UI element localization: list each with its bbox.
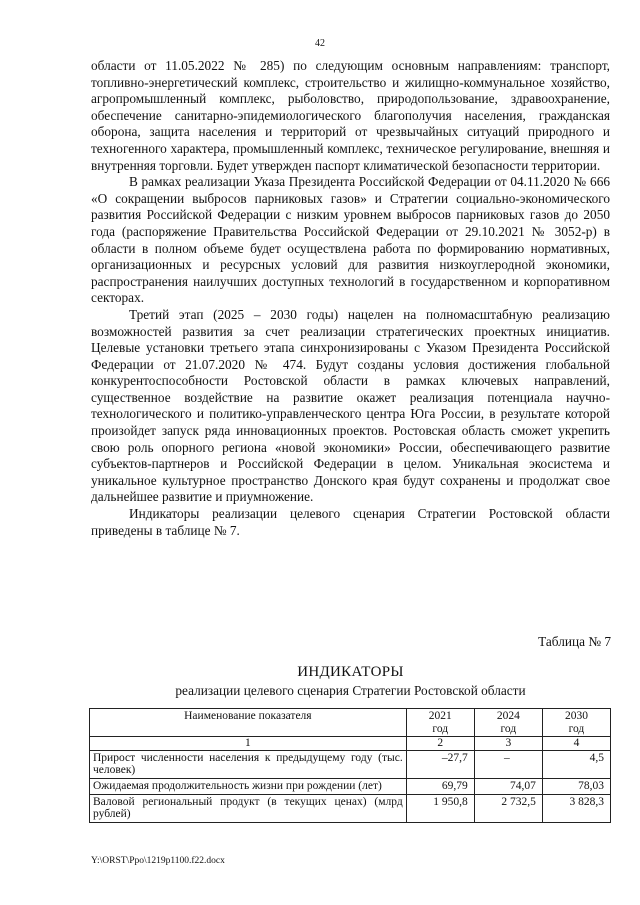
value-2021: 69,79: [406, 778, 474, 794]
value-2024: 2 732,5: [474, 794, 542, 822]
paragraph: области от 11.05.2022 № 285) по следующим основным направлениям: транспорт, топливно-энергетический комплекс, строительство и жилищно-коммунальное хозяйство, агропромышленный комплекс, рыболовство, природопользование, здравоохранение, обеспечение санитарно-эпидемиологического благополучия населения, гражданская оборона, защита населения и территорий от чрезвычайных ситуаций природного и техногенного характера, промышленный комплекс, техническое регулирование, внешняя и внутренняя торговли. Будет утвержден паспорт климатической безопасности территории.: [91, 58, 610, 173]
header-year: 2021: [428, 710, 452, 722]
paragraph: Индикаторы реализации целевого сценария Стратегии Ростовской области приведены в таблице № 7.: [91, 506, 610, 538]
table-row: [90, 750, 611, 778]
header-year-2024: [474, 709, 542, 737]
paragraph: В рамках реализации Указа Президента Российской Федерации от 04.11.2020 № 666 «О сокращении выбросов парниковых газов» и Стратегии социально-экономического развития Российской Федерации с низким уровнем выбросов парниковых газов до 2050 года (распоряжение Правительства Российской Федерации от 29.10.2021 № 3052-р) в области в полном объеме будет осуществлена работа по формированию нормативных, организационных и ресурсных условий для развития низкоуглеродной экономики, распространения наилучших доступных технологий в государственном и корпоративном секторах.: [91, 174, 610, 306]
value-2030: 4,5: [542, 750, 610, 778]
header-year-2021: [406, 709, 474, 737]
value-2030: 3 828,3: [542, 794, 610, 822]
footer-file-path: Y:\ORST\Ppo\1219p1100.f22.docx: [91, 856, 225, 866]
value-2024: –: [474, 750, 542, 778]
indicator-name: Ожидаемая продолжительность жизни при рождении (лет): [90, 778, 407, 794]
value-2030: 78,03: [542, 778, 610, 794]
value-2024: 74,07: [474, 778, 542, 794]
header-year-unit: год: [500, 722, 517, 735]
column-number: 2: [406, 737, 474, 751]
indicators-title: ИНДИКАТОРЫ: [297, 664, 404, 680]
table-header-row: [90, 709, 611, 737]
header-indicator-name: Наименование показателя: [90, 709, 407, 737]
header-year-2030: [542, 709, 610, 737]
column-number: 4: [542, 737, 610, 751]
indicators-table: [89, 708, 611, 823]
table-row: [90, 794, 611, 822]
header-year: 2030: [564, 710, 588, 722]
column-number: 1: [90, 737, 407, 751]
column-number-row: [90, 737, 611, 751]
body-text: [91, 58, 610, 539]
header-year: 2024: [496, 710, 520, 722]
page-number: 42: [315, 38, 325, 49]
table-row: [90, 778, 611, 794]
paragraph: Третий этап (2025 – 2030 годы) нацелен на полномасштабную реализацию возможностей развития за счет реализации стратегических проектных инициатив. Целевые установки третьего этапа синхронизированы с Указом Президента Российской Федерации от 21.07.2020 № 474. Будут созданы условия достижения глобальной конкурентоспособности Ростовской области в рамках ключевых направлений, существенное воздействие на развитие окажет реализация потенциала научно-технологического и политико-управленческого центра Юга России, в результате которой произойдет запуск ряда инновационных проектов. Ростовская область сможет укрепить свою роль опорного региона «новой экономики» России, обеспечивающего развитие субъектов-партнеров и Российской Федерации в целом. Уникальная экосистема и уникальное культурное пространство Донского края будут сохранены и продолжат свое дальнейшее развитие и приумножение.: [91, 306, 610, 505]
header-year-unit: год: [568, 722, 585, 735]
indicator-name: Валовой региональный продукт (в текущих ценах) (млрд рублей): [90, 794, 407, 822]
value-2021: 1 950,8: [406, 794, 474, 822]
table-caption: Таблица № 7: [538, 634, 611, 649]
value-2021: –27,7: [406, 750, 474, 778]
header-year-unit: год: [432, 722, 449, 735]
column-number: 3: [474, 737, 542, 751]
indicator-name: Прирост численности населения к предыдущему году (тыс. человек): [90, 750, 407, 778]
indicators-subtitle: реализации целевого сценария Стратегии Ростовской области: [175, 683, 526, 698]
